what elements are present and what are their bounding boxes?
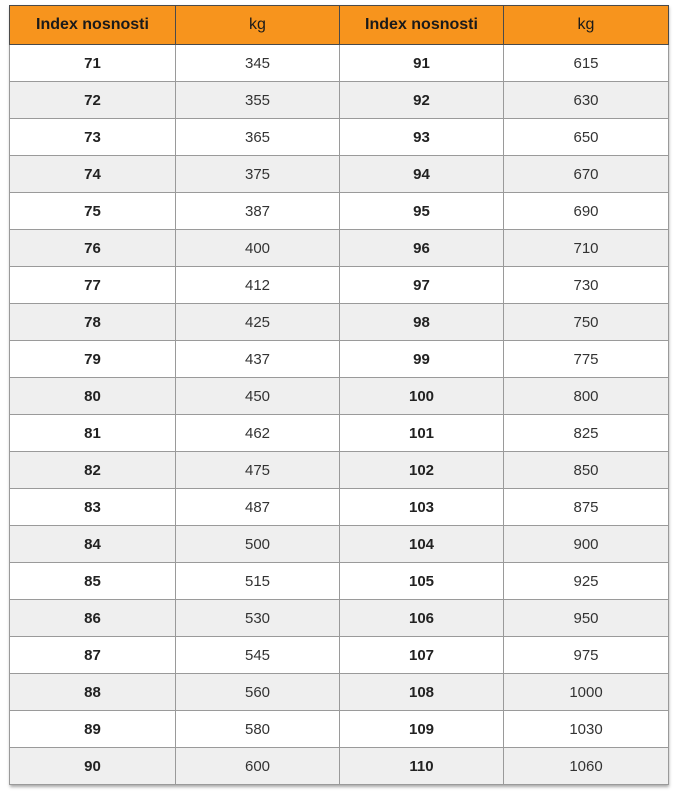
load-index-table-container <box>9 5 668 785</box>
kg-b-cell: 710 <box>504 230 669 267</box>
index-b-cell: 100 <box>340 378 504 415</box>
index-a-cell: 80 <box>10 378 176 415</box>
kg-b-cell: 1060 <box>504 748 669 785</box>
table-row <box>10 600 669 637</box>
kg-a-cell: 515 <box>176 563 340 600</box>
index-a-cell: 81 <box>10 415 176 452</box>
kg-a-cell: 365 <box>176 119 340 156</box>
kg-b-cell: 670 <box>504 156 669 193</box>
table-row <box>10 526 669 563</box>
index-a-cell: 77 <box>10 267 176 304</box>
kg-a-cell: 487 <box>176 489 340 526</box>
index-b-cell: 105 <box>340 563 504 600</box>
table-row <box>10 378 669 415</box>
kg-b-cell: 825 <box>504 415 669 452</box>
table-row <box>10 45 669 82</box>
table-header <box>10 6 669 45</box>
index-b-cell: 107 <box>340 637 504 674</box>
kg-a-cell: 400 <box>176 230 340 267</box>
table-row <box>10 637 669 674</box>
kg-a-cell: 560 <box>176 674 340 711</box>
index-a-cell: 73 <box>10 119 176 156</box>
index-b-cell: 91 <box>340 45 504 82</box>
index-b-cell: 96 <box>340 230 504 267</box>
index-b-cell: 95 <box>340 193 504 230</box>
kg-a-cell: 355 <box>176 82 340 119</box>
kg-a-cell: 530 <box>176 600 340 637</box>
index-a-cell: 84 <box>10 526 176 563</box>
table-row <box>10 82 669 119</box>
index-b-cell: 98 <box>340 304 504 341</box>
index-a-cell: 82 <box>10 452 176 489</box>
index-a-cell: 88 <box>10 674 176 711</box>
table-row <box>10 674 669 711</box>
header-kg-right: kg <box>504 6 669 45</box>
index-b-cell: 97 <box>340 267 504 304</box>
kg-b-cell: 950 <box>504 600 669 637</box>
index-b-cell: 108 <box>340 674 504 711</box>
table-body <box>10 45 669 785</box>
table-row <box>10 415 669 452</box>
kg-a-cell: 500 <box>176 526 340 563</box>
kg-b-cell: 850 <box>504 452 669 489</box>
kg-a-cell: 412 <box>176 267 340 304</box>
table-row <box>10 711 669 748</box>
index-a-cell: 89 <box>10 711 176 748</box>
kg-b-cell: 1030 <box>504 711 669 748</box>
index-b-cell: 103 <box>340 489 504 526</box>
table-row <box>10 748 669 785</box>
index-a-cell: 78 <box>10 304 176 341</box>
kg-a-cell: 450 <box>176 378 340 415</box>
header-row <box>10 6 669 45</box>
index-a-cell: 87 <box>10 637 176 674</box>
index-a-cell: 83 <box>10 489 176 526</box>
index-b-cell: 102 <box>340 452 504 489</box>
table-row <box>10 193 669 230</box>
kg-b-cell: 975 <box>504 637 669 674</box>
index-a-cell: 71 <box>10 45 176 82</box>
kg-b-cell: 875 <box>504 489 669 526</box>
kg-b-cell: 1000 <box>504 674 669 711</box>
kg-b-cell: 730 <box>504 267 669 304</box>
index-b-cell: 93 <box>340 119 504 156</box>
index-a-cell: 79 <box>10 341 176 378</box>
index-a-cell: 85 <box>10 563 176 600</box>
kg-a-cell: 475 <box>176 452 340 489</box>
kg-a-cell: 387 <box>176 193 340 230</box>
kg-a-cell: 345 <box>176 45 340 82</box>
index-a-cell: 86 <box>10 600 176 637</box>
kg-b-cell: 775 <box>504 341 669 378</box>
kg-b-cell: 925 <box>504 563 669 600</box>
table-row <box>10 341 669 378</box>
kg-a-cell: 580 <box>176 711 340 748</box>
index-b-cell: 92 <box>340 82 504 119</box>
kg-a-cell: 600 <box>176 748 340 785</box>
table-row <box>10 119 669 156</box>
index-a-cell: 76 <box>10 230 176 267</box>
index-b-cell: 104 <box>340 526 504 563</box>
index-b-cell: 101 <box>340 415 504 452</box>
index-a-cell: 90 <box>10 748 176 785</box>
index-a-cell: 74 <box>10 156 176 193</box>
index-a-cell: 72 <box>10 82 176 119</box>
header-kg-left: kg <box>176 6 340 45</box>
kg-b-cell: 800 <box>504 378 669 415</box>
index-b-cell: 110 <box>340 748 504 785</box>
kg-b-cell: 900 <box>504 526 669 563</box>
kg-b-cell: 650 <box>504 119 669 156</box>
kg-a-cell: 425 <box>176 304 340 341</box>
kg-a-cell: 375 <box>176 156 340 193</box>
load-index-table <box>9 5 669 785</box>
kg-a-cell: 462 <box>176 415 340 452</box>
header-index-nosnosti-left: Index nosnosti <box>10 6 176 45</box>
table-row <box>10 267 669 304</box>
index-b-cell: 106 <box>340 600 504 637</box>
kg-b-cell: 750 <box>504 304 669 341</box>
kg-a-cell: 437 <box>176 341 340 378</box>
index-b-cell: 109 <box>340 711 504 748</box>
table-row <box>10 452 669 489</box>
table-row <box>10 563 669 600</box>
header-index-nosnosti-right: Index nosnosti <box>340 6 504 45</box>
index-a-cell: 75 <box>10 193 176 230</box>
table-row <box>10 156 669 193</box>
kg-b-cell: 630 <box>504 82 669 119</box>
index-b-cell: 99 <box>340 341 504 378</box>
table-row <box>10 304 669 341</box>
kg-a-cell: 545 <box>176 637 340 674</box>
kg-b-cell: 690 <box>504 193 669 230</box>
table-row <box>10 230 669 267</box>
index-b-cell: 94 <box>340 156 504 193</box>
table-row <box>10 489 669 526</box>
kg-b-cell: 615 <box>504 45 669 82</box>
